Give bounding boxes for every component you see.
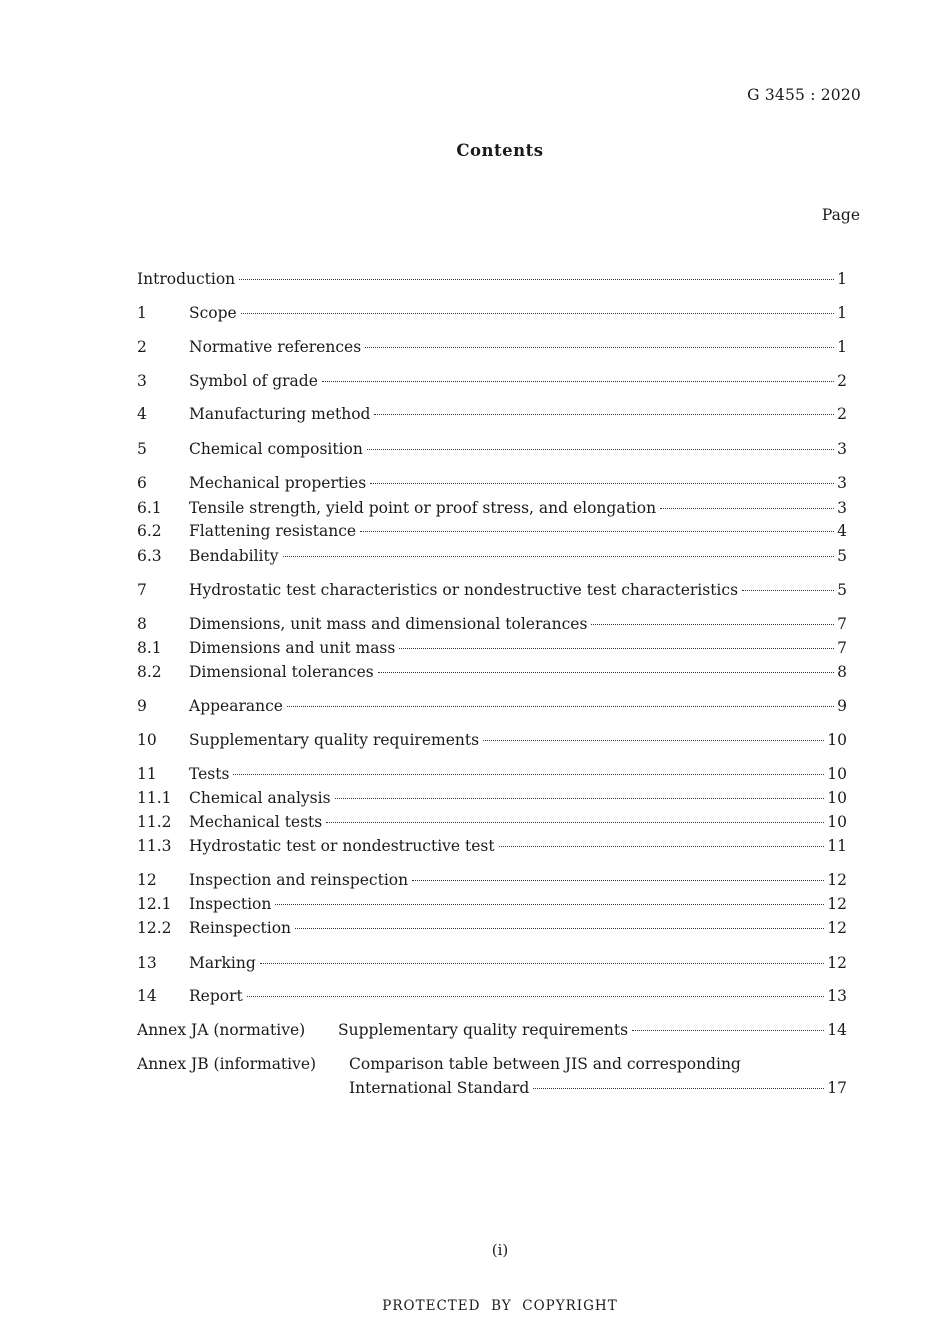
toc-entry-page: 8 [837,663,847,681]
annex-id: Annex JB (informative) [137,1055,317,1073]
leader-dots [499,845,825,847]
toc-entry-scope[interactable] [137,302,847,324]
toc-entry-introduction[interactable] [137,268,847,290]
toc-entry-label: Manufacturing method [189,403,374,425]
toc-entry-chemical-analysis[interactable] [137,787,847,809]
toc-entry-annex-jb[interactable] [137,1053,847,1103]
leader-dots [374,413,834,415]
toc-entry-hydrostatic-characteristics[interactable] [137,579,847,601]
toc-entry-label: Scope [189,302,241,324]
toc-entry-number: 12.1 [137,895,172,913]
toc-entry-label: Chemical composition [189,438,367,460]
toc-entry-number: 9 [137,697,147,715]
toc-entry-label: Tensile strength, yield point or proof stress, and elongation [189,497,660,519]
toc-entry-page: 14 [827,1021,847,1039]
toc-entry-number: 11.2 [137,813,172,831]
toc-entry-dimensions-unit-mass[interactable] [137,637,847,659]
toc-entry-page: 2 [837,372,847,390]
toc-entry-label-line2: International Standard [349,1077,533,1099]
toc-entry-label: Normative references [189,336,365,358]
toc-entry-label: Dimensions, unit mass and dimensional tolerances [189,613,591,635]
toc-entry-label: Appearance [189,695,287,717]
toc-entry-page: 11 [827,837,847,855]
toc-entry-page: 5 [837,581,847,599]
leader-dots [275,903,824,905]
toc-entry-page: 12 [827,919,847,937]
toc-entry-page: 12 [827,954,847,972]
toc-entry-label: Inspection [189,893,275,915]
toc-entry-page: 12 [827,871,847,889]
toc-entry-label: Dimensions and unit mass [189,637,399,659]
toc-entry-page: 1 [837,338,847,356]
toc-entry-page: 17 [827,1079,847,1097]
toc-entry-number: 3 [137,372,147,390]
leader-dots [412,879,824,881]
toc-entry-label: Dimensional tolerances [189,661,378,683]
toc-entry-number: 7 [137,581,147,599]
toc-entry-number: 6.2 [137,522,162,540]
toc-entry-page: 3 [837,499,847,517]
toc-entry-page: 13 [827,987,847,1005]
toc-entry-label: Mechanical tests [189,811,326,833]
page-column-heading: Page [821,206,860,224]
toc-entry-page: 12 [827,895,847,913]
toc-entry-number: 11 [137,765,157,783]
toc-entry-number: 14 [137,987,157,1005]
toc-entry-page: 10 [827,765,847,783]
toc-entry-number: 10 [137,731,157,749]
toc-entry-label: Supplementary quality requirements [189,729,483,751]
leader-dots [660,507,834,509]
contents-title: Contents [456,141,544,160]
toc-entry-number: 11.3 [137,837,172,855]
toc-entry-label: Introduction [137,268,239,290]
toc-entry-number: 2 [137,338,147,356]
leader-dots [742,589,834,591]
document-id: G 3455 : 2020 [747,86,861,104]
toc-entry-chemical-composition[interactable] [137,438,847,460]
annex-id: Annex JA (normative) [137,1021,306,1039]
toc-entry-supplementary-quality[interactable] [137,729,847,751]
toc-entry-page: 4 [837,522,847,540]
leader-dots [370,482,834,484]
leader-dots [367,448,834,450]
toc-entry-page: 3 [837,440,847,458]
copyright-notice: PROTECTED BY COPYRIGHT [382,1298,618,1314]
toc-entry-label: Hydrostatic test or nondestructive test [189,835,499,857]
toc-entry-number: 8 [137,615,147,633]
toc-entry-label: Marking [189,952,260,974]
leader-dots [287,705,834,707]
toc-entry-number: 13 [137,954,157,972]
toc-entry-number: 4 [137,405,147,423]
leader-dots [233,773,824,775]
leader-dots [378,671,834,673]
toc-entry-page: 5 [837,547,847,565]
toc-entry-appearance[interactable] [137,695,847,717]
toc-entry-tensile-strength[interactable] [137,497,847,519]
toc-entry-label: Inspection and reinspection [189,869,412,891]
toc-entry-symbol-of-grade[interactable] [137,370,847,392]
leader-dots [322,380,834,382]
leader-dots [365,346,834,348]
toc-entry-mechanical-tests[interactable] [137,811,847,833]
leader-dots [326,821,824,823]
toc-entry-mechanical-properties[interactable] [137,472,847,494]
toc-entry-page: 9 [837,697,847,715]
leader-dots [591,623,834,625]
toc-entry-number: 1 [137,304,147,322]
leader-dots [247,995,825,997]
toc-entry-tests[interactable] [137,763,847,785]
leader-dots [533,1087,824,1089]
toc-entry-reinspection[interactable] [137,917,847,939]
leader-dots [239,278,834,280]
page-folio: (i) [491,1241,509,1259]
toc-entry-page: 2 [837,405,847,423]
leader-dots [360,530,834,532]
toc-entry-page: 7 [837,639,847,657]
toc-entry-page: 7 [837,615,847,633]
toc-entry-page: 10 [827,789,847,807]
leader-dots [399,647,834,649]
leader-dots [260,962,824,964]
toc-entry-number: 5 [137,440,147,458]
leader-dots [241,312,834,314]
toc-entry-label: Report [189,985,247,1007]
toc-entry-label: Flattening resistance [189,520,360,542]
toc-entry-page: 1 [837,304,847,322]
toc-entry-page: 1 [837,270,847,288]
leader-dots [335,797,825,799]
toc-entry-number: 8.2 [137,663,162,681]
toc-entry-hydrostatic-test[interactable] [137,835,847,857]
toc-entry-number: 11.1 [137,789,172,807]
toc-entry-number: 6 [137,474,147,492]
toc-entry-label: Mechanical properties [189,472,370,494]
toc-entry-number: 8.1 [137,639,162,657]
leader-dots [295,927,824,929]
toc-entry-label: Supplementary quality requirements [338,1019,632,1041]
toc-entry-marking[interactable] [137,952,847,974]
leader-dots [632,1029,824,1031]
toc-entry-manufacturing-method[interactable] [137,403,847,425]
toc-entry-flattening-resistance[interactable] [137,520,847,542]
toc-entry-normative-references[interactable] [137,336,847,358]
toc-entry-page: 10 [827,731,847,749]
toc-entry-dimensions[interactable] [137,613,847,635]
toc-entry-number: 12.2 [137,919,172,937]
leader-dots [483,739,824,741]
toc-entry-label: Bendability [189,545,283,567]
toc-entry-label: Symbol of grade [189,370,322,392]
toc-entry-label: Hydrostatic test characteristics or nondestructive test characteristics [189,579,742,601]
toc-entry-page: 10 [827,813,847,831]
toc-entry-label: Reinspection [189,917,295,939]
toc-entry-annex-ja[interactable] [137,1019,847,1041]
toc-entry-number: 6.3 [137,547,162,565]
leader-dots [283,555,835,557]
toc-entry-inspection[interactable] [137,893,847,915]
toc-entry-label: Chemical analysis [189,787,335,809]
toc-entry-number: 6.1 [137,499,162,517]
toc-entry-page: 3 [837,474,847,492]
toc-entry-number: 12 [137,871,157,889]
toc-entry-label: Tests [189,763,233,785]
toc-entry-inspection-reinspection[interactable] [137,869,847,891]
toc-entry-bendability[interactable] [137,545,847,567]
toc-entry-dimensional-tolerances[interactable] [137,661,847,683]
toc-entry-label-line1: Comparison table between JIS and corresponding [349,1055,741,1073]
toc-entry-report[interactable] [137,985,847,1007]
